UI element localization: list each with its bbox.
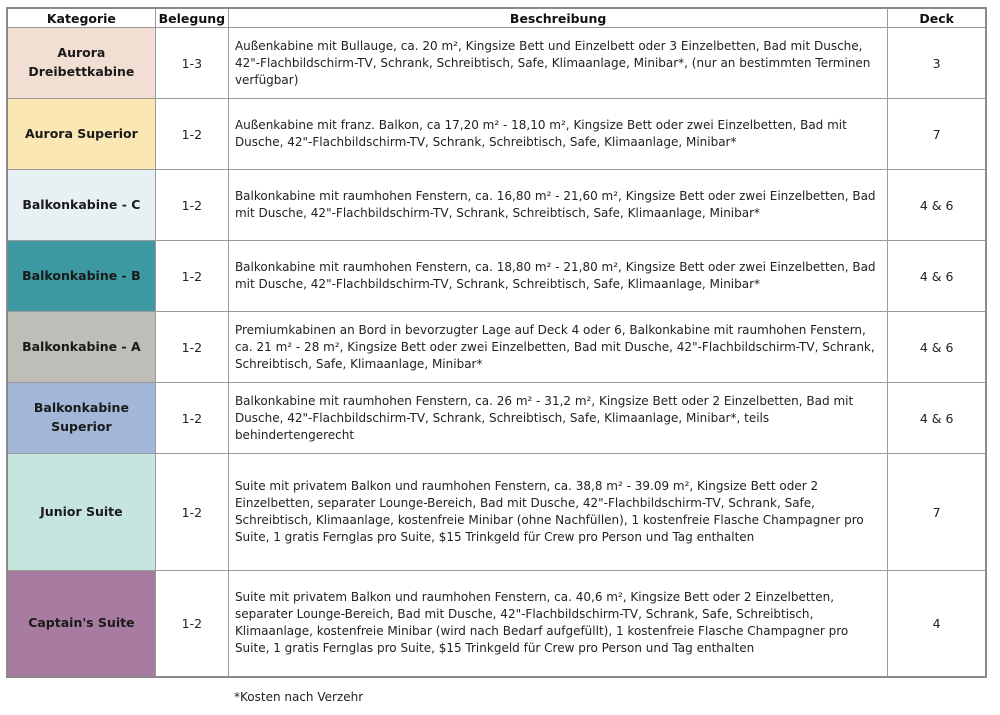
occupancy-cell: 1-2 xyxy=(155,170,228,241)
description-cell: Außenkabine mit franz. Balkon, ca 17,20 m² - 18,10 m², Kingsize Bett oder zwei Einzelbetten, Bad mit Dusche, 42"-Flachbildschirm-TV, Schrank, Schreibtisch, Safe, Klimaanlage, Minibar* xyxy=(228,99,887,170)
header-occupancy: Belegung xyxy=(155,8,228,28)
header-deck: Deck xyxy=(888,8,986,28)
description-cell: Premiumkabinen an Bord in bevorzugter Lage auf Deck 4 oder 6, Balkonkabine mit raumhohen Fenstern, ca. 21 m² - 28 m², Kingsize Bett oder zwei Einzelbetten, Bad mit Dusche, 42"-Flachbildschirm-TV, Schrank, Schreibtisch, Safe, Klimaanlage, Minibar* xyxy=(228,312,887,383)
occupancy-cell: 1-2 xyxy=(155,454,228,571)
table-row xyxy=(7,99,986,170)
deck-cell: 7 xyxy=(888,99,986,170)
description-cell: Balkonkabine mit raumhohen Fenstern, ca. 26 m² - 31,2 m², Kingsize Bett oder 2 Einzelbetten, Bad mit Dusche, 42"-Flachbildschirm-TV, Schrank, Schreibtisch, Safe, Klimaanlage, Minibar*, teils behindertengerecht xyxy=(228,383,887,454)
occupancy-cell: 1-2 xyxy=(155,383,228,454)
description-cell: Außenkabine mit Bullauge, ca. 20 m², Kingsize Bett und Einzelbett oder 3 Einzelbetten, Bad mit Dusche, 42"-Flachbildschirm-TV, Schrank, Schreibtisch, Safe, Klimaanlage, Minibar*, (nur an bestimmten Terminen verfügbar) xyxy=(228,28,887,99)
table-row xyxy=(7,571,986,677)
table-row xyxy=(7,383,986,454)
header-row xyxy=(7,8,986,28)
cabin-table xyxy=(6,7,987,678)
footnote: *Kosten nach Verzehr xyxy=(234,690,364,704)
category-cell: Balkonkabine - B xyxy=(7,241,155,312)
table-row xyxy=(7,28,986,99)
occupancy-cell: 1-2 xyxy=(155,312,228,383)
category-cell: Balkonkabine - C xyxy=(7,170,155,241)
description-cell: Suite mit privatem Balkon und raumhohen Fenstern, ca. 40,6 m², Kingsize Bett oder 2 Einzelbetten, separater Lounge-Bereich, Bad mit Dusche, 42"-Flachbildschirm-TV, Schrank, Safe, Schreibtisch, Klimaanlage, kostenfreie Minibar (wird nach Bedarf aufgefüllt), 1 kostenfreie Flasche Champagner pro Suite, 1 gratis Fernglas pro Suite, $15 Trinkgeld für Crew pro Person und Tag enthalten xyxy=(228,571,887,677)
description-cell: Suite mit privatem Balkon und raumhohen Fenstern, ca. 38,8 m² - 39.09 m², Kingsize Bett oder 2 Einzelbetten, separater Lounge-Bereich, Bad mit Dusche, 42"-Flachbildschirm-TV, Schrank, Safe, Schreibtisch, Klimaanlage, kostenfreie Minibar (ohne Nachfüllen), 1 kostenfreie Flasche Champagner pro Suite, 1 gratis Fernglas pro Suite, $15 Trinkgeld für Crew pro Person und Tag enthalten xyxy=(228,454,887,571)
deck-cell: 7 xyxy=(888,454,986,571)
occupancy-cell: 1-2 xyxy=(155,99,228,170)
header-description: Beschreibung xyxy=(228,8,887,28)
table-row xyxy=(7,241,986,312)
category-cell: Balkonkabine Superior xyxy=(7,383,155,454)
table-row xyxy=(7,170,986,241)
occupancy-cell: 1-3 xyxy=(155,28,228,99)
deck-cell: 4 xyxy=(888,571,986,677)
header-category: Kategorie xyxy=(7,8,155,28)
category-cell: Aurora Superior xyxy=(7,99,155,170)
description-cell: Balkonkabine mit raumhohen Fenstern, ca. 18,80 m² - 21,80 m², Kingsize Bett oder zwei Einzelbetten, Bad mit Dusche, 42"-Flachbildschirm-TV, Schrank, Schreibtisch, Safe, Klimaanlage, Minibar* xyxy=(228,241,887,312)
description-cell: Balkonkabine mit raumhohen Fenstern, ca. 16,80 m² - 21,60 m², Kingsize Bett oder zwei Einzelbetten, Bad mit Dusche, 42"-Flachbildschirm-TV, Schrank, Schreibtisch, Safe, Klimaanlage, Minibar* xyxy=(228,170,887,241)
table-row xyxy=(7,312,986,383)
deck-cell: 4 & 6 xyxy=(888,312,986,383)
table-row xyxy=(7,454,986,571)
deck-cell: 4 & 6 xyxy=(888,383,986,454)
occupancy-cell: 1-2 xyxy=(155,571,228,677)
deck-cell: 4 & 6 xyxy=(888,241,986,312)
deck-cell: 4 & 6 xyxy=(888,170,986,241)
category-cell: Captain's Suite xyxy=(7,571,155,677)
category-cell: Aurora Dreibettkabine xyxy=(7,28,155,99)
category-cell: Balkonkabine - A xyxy=(7,312,155,383)
occupancy-cell: 1-2 xyxy=(155,241,228,312)
deck-cell: 3 xyxy=(888,28,986,99)
category-cell: Junior Suite xyxy=(7,454,155,571)
